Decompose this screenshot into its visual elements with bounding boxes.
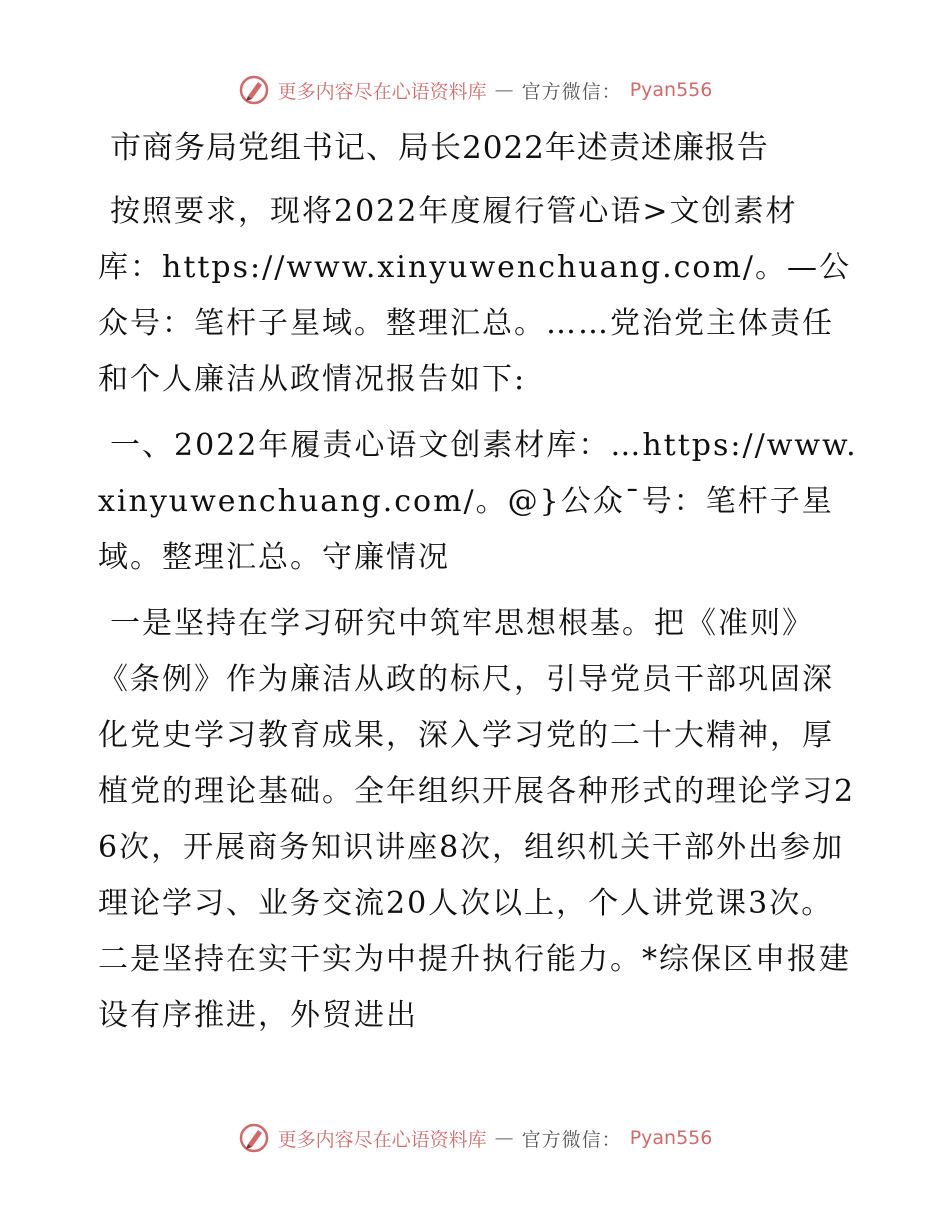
watermark-dash: — [494, 1127, 514, 1149]
document-body [98, 120, 858, 1054]
watermark-wechat-id: Pyan556 [629, 79, 713, 101]
pen-logo-icon [238, 1122, 270, 1154]
watermark-brand: 更多内容尽在心语资料库 [277, 1128, 487, 1151]
watermark-footer [0, 1122, 950, 1154]
watermark-header [0, 74, 950, 106]
paragraph-section-heading: 一、2022年履责心语文创素材库：…https://www.xinyuwenchuang.com/。@}公众¯号：笔杆子星域。整理汇总。守廉情况 [98, 428, 858, 575]
watermark-official-label: 官方微信： [521, 80, 622, 103]
pen-logo-icon [238, 74, 270, 106]
watermark-brand: 更多内容尽在心语资料库 [277, 80, 487, 103]
watermark-official-label: 官方微信： [521, 1128, 622, 1151]
document-title: 市商务局党组书记、局长2022年述责述廉报告 [110, 130, 769, 166]
paragraph-intro: 按照要求，现将2022年度履行管心语>文创素材库：https://www.xinyuwenchuang.com/。—公众号：笔杆子星域。整理汇总。……党治党主体责任和个人廉洁从政情况报告如下: [98, 194, 852, 397]
watermark-wechat-id: Pyan556 [629, 1127, 713, 1149]
paragraph-body: 一是坚持在学习研究中筑牢思想根基。把《准则》《条例》作为廉洁从政的标尺，引导党员干部巩固深化党史学习教育成果，深入学习党的二十大精神，厚植党的理论基础。全年组织开展各种形式的理论学习26次，开展商务知识讲座8次，组织机关干部外出参加理论学习、业务交流20人次以上，个人讲党课3次。二是坚持在实干实为中提升执行能力。*综保区申报建设有序推进，外贸进出 [98, 606, 856, 1033]
watermark-dash: — [494, 79, 514, 101]
